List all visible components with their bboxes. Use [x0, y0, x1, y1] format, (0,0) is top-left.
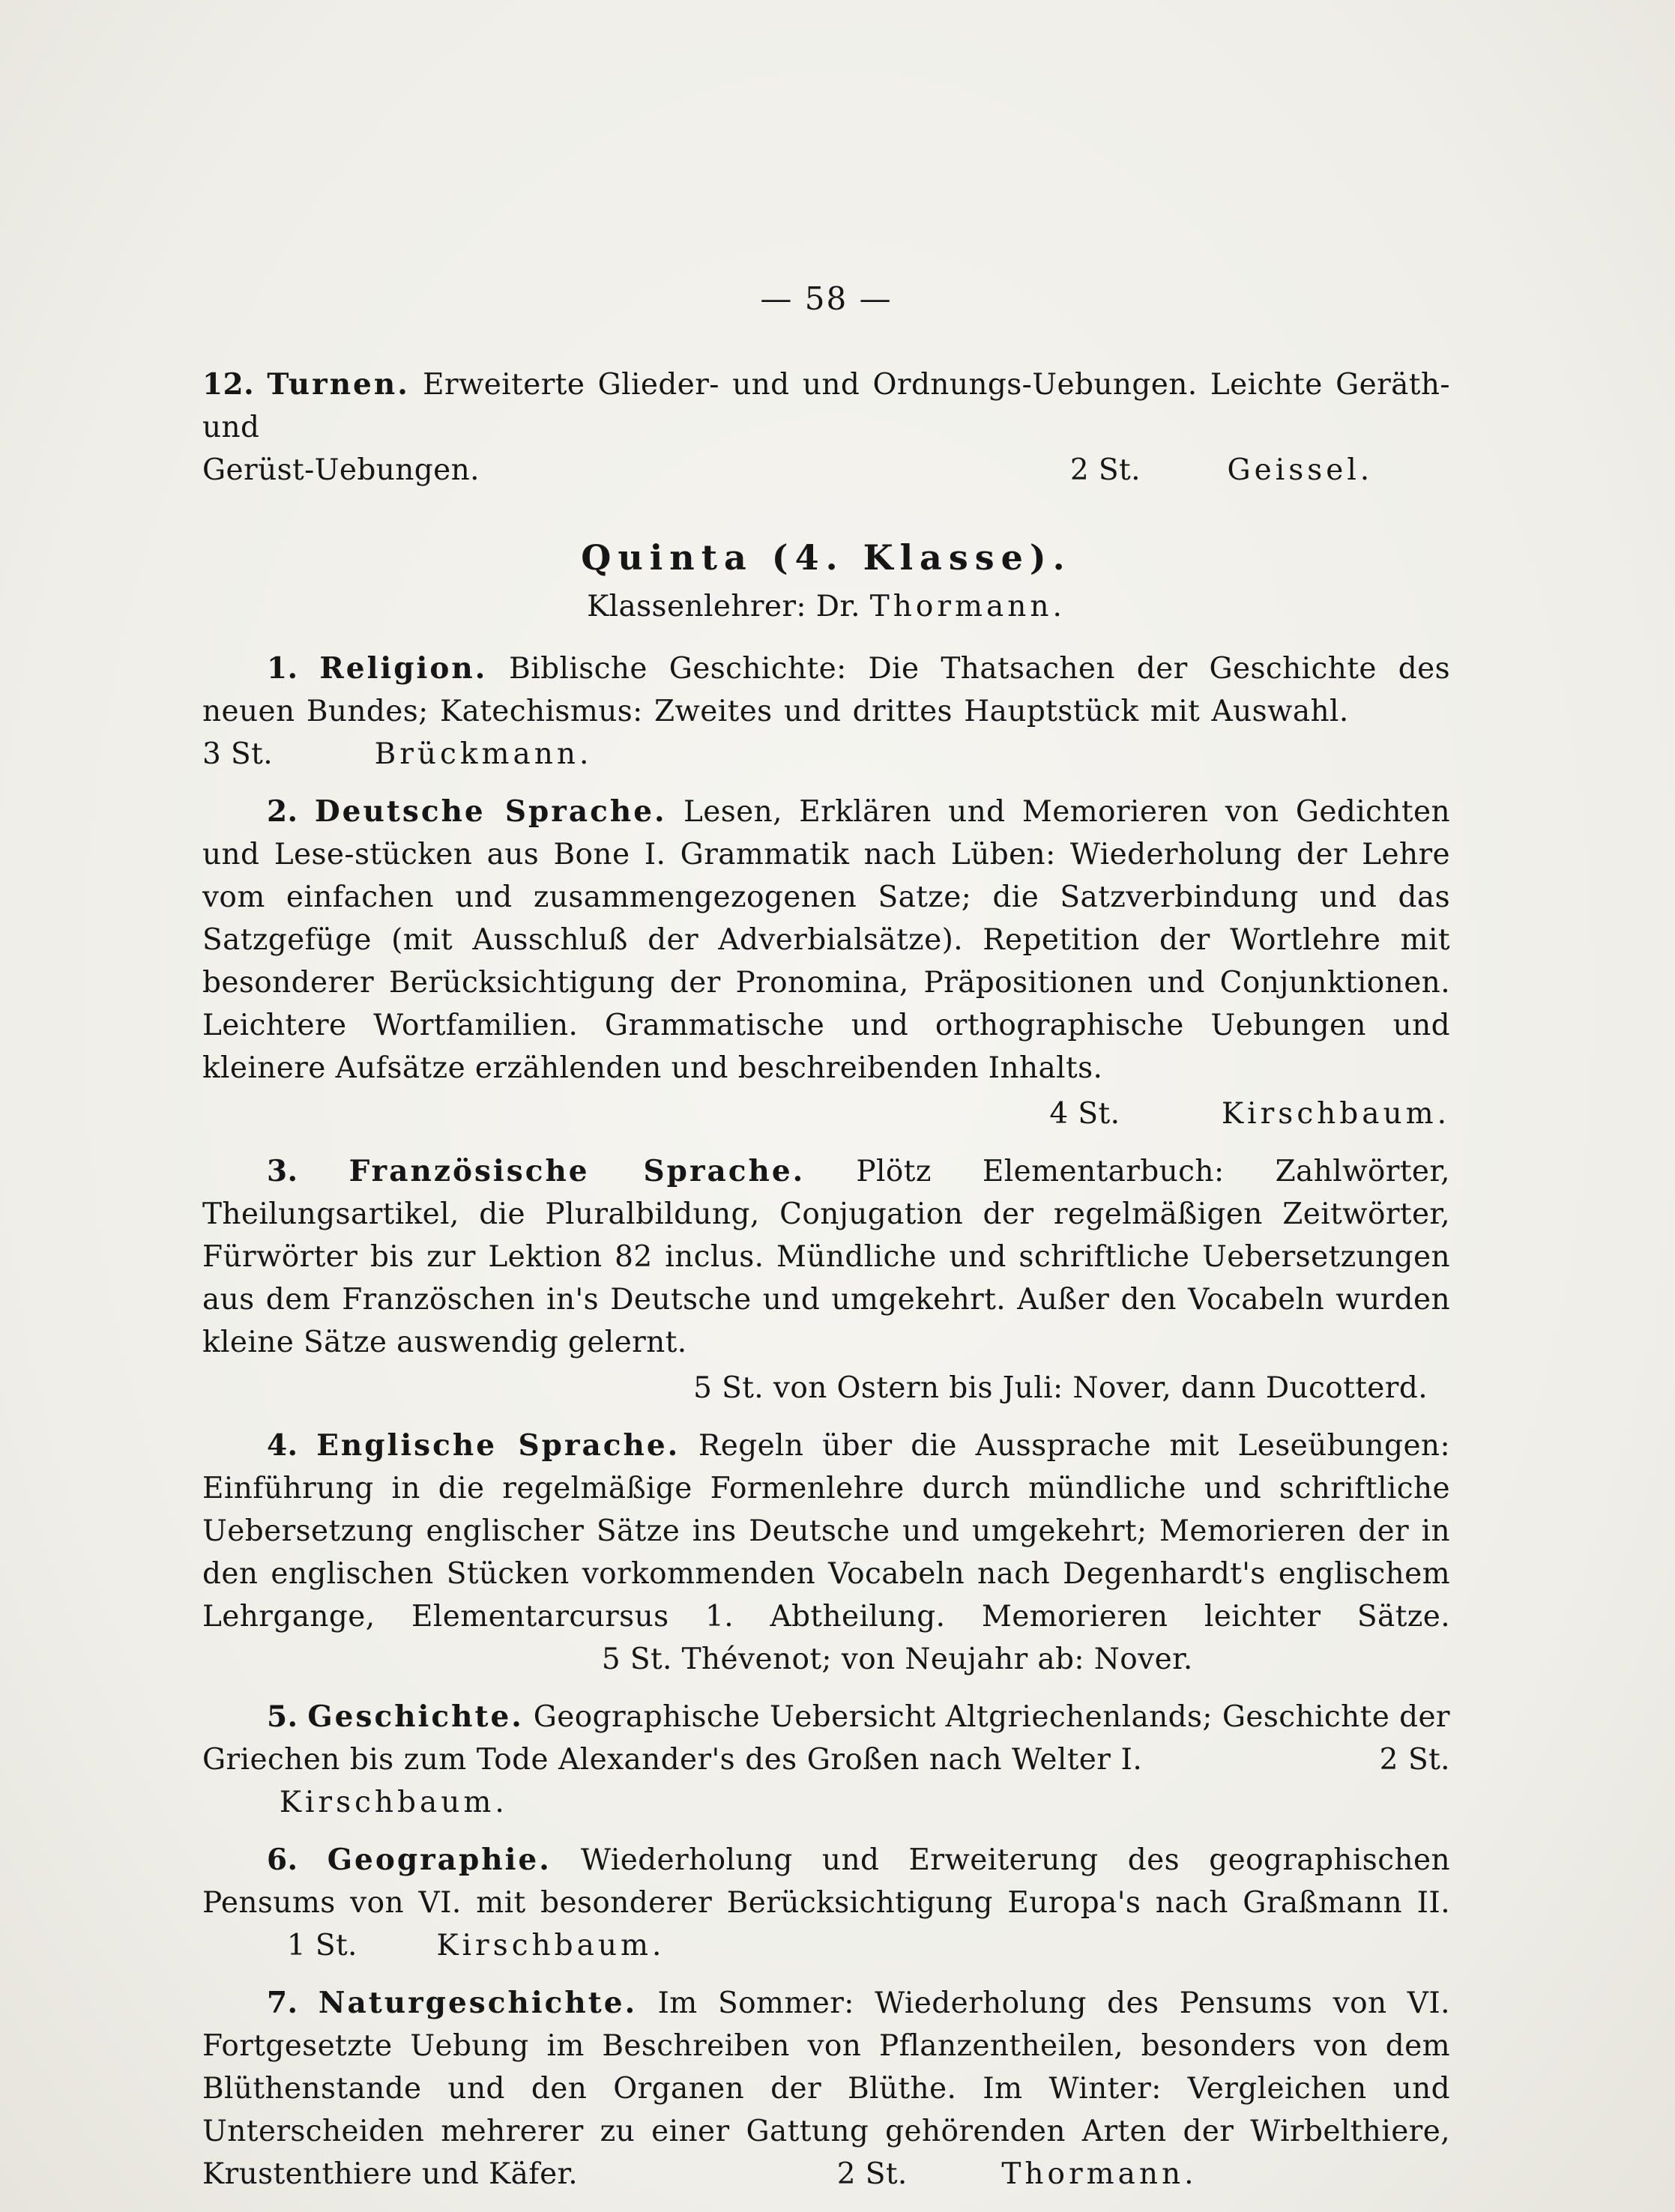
subject-text-continued: Gerüst-Uebungen. — [202, 453, 480, 487]
subject-title: Turnen. — [267, 367, 410, 402]
subject-deutsche-sprache — [202, 791, 1450, 1090]
subject-text: Regeln über die Aussprache mit Leseübungen: Einführung in die regelmäßige Formenlehre durch mündliche und schriftliche Uebersetzung englischer Sätze ins Deutsche und umgekehrt; Memorieren der in den englischen Stücken vorkommenden Vocabeln nach Degenhardt's englischem Lehrgange, Elementarcursus 1. Abtheilung. Memorieren leichter Sätze. — [202, 1429, 1450, 1634]
subject-hours: 4 St. — [1049, 1097, 1120, 1131]
subject-text: Erweiterte Glieder- und und Ordnungs-Uebungen. Leichte Geräth- und — [202, 368, 1450, 444]
subject-text: Biblische Geschichte: Die Thatsachen der Geschichte des neuen Bundes; Katechismus: Zweites und drittes Hauptstück mit Auswahl. — [202, 652, 1450, 728]
class-teacher-label: Klassenlehrer: Dr. — [587, 590, 860, 623]
subject-title: Englische Sprache. — [316, 1428, 680, 1463]
subject-number: 3. — [267, 1154, 298, 1188]
subject-hours: 3 St. — [202, 737, 273, 771]
subject-teacher: Geissel. — [1227, 453, 1374, 487]
subject-title: Religion. — [319, 651, 488, 686]
class-teacher — [202, 585, 1450, 628]
subject-religion — [202, 647, 1450, 776]
subject-title: Deutsche Sprache. — [314, 794, 667, 829]
page-number: — 58 — — [760, 280, 893, 317]
subject-number: 2. — [267, 794, 298, 829]
document-page — [202, 277, 1450, 2211]
subject-naturgeschichte — [202, 1982, 1450, 2196]
subject-title: Naturgeschichte. — [318, 1986, 638, 2020]
subject-text: Lesen, Erklären und Memorieren von Gedichten und Lese-stücken aus Bone I. Grammatik nach Lüben: Wiederholung der Lehre vom einfachen und zusammengezogenen Satze; die Satzverbindung und das Satzgefüge (mit Ausschluß der Adverbialsätze). Repetition der Wortlehre mit besonderer Berücksichtigung der Pronomina, Präpositionen und Conjunktionen. Leichtere Wortfamilien. Grammatische und orthographische Uebungen und kleinere Aufsätze erzählenden und beschreibenden Inhalts. — [202, 795, 1450, 1085]
subject-teacher: Brückmann. — [374, 737, 593, 771]
subject-turnen — [202, 363, 1450, 492]
subject-number: 6. — [267, 1843, 298, 1877]
subject-hours: 2 St. — [836, 2157, 908, 2191]
subject-number: 5. — [267, 1699, 298, 1734]
subject-title: Geographie. — [327, 1843, 552, 1877]
subject-franzoesische-sprache — [202, 1150, 1450, 1364]
subject-signoff — [1070, 449, 1450, 492]
subject-geographie — [202, 1839, 1450, 1967]
class-teacher-name: Thormann. — [869, 590, 1066, 623]
subject-text: Im Sommer: Wiederholung des Pensums von VI. Fortgesetzte Uebung im Beschreiben von Pflanzentheilen, besonders von dem Blüthenstande und den Organen der Blüthe. Im Winter: Vergleichen und Unterscheiden mehrerer zu einer Gattung gehörenden Arten der Wirbelthiere, Krustenthiere und Käfer. — [202, 1986, 1450, 2191]
subject-teacher: Kirschbaum. — [436, 1929, 666, 1962]
subject-hours: 1 St. — [286, 1929, 357, 1962]
subject-teacher: Thévenot; von Neujahr ab: Nover. — [681, 1643, 1193, 1676]
subject-number: 4. — [267, 1428, 298, 1463]
subject-signoff — [202, 1367, 1450, 1409]
subject-hours: 5 St. — [601, 1643, 672, 1676]
subject-text: Wiederholung und Erweiterung des geographischen Pensums von VI. mit besonderer Berücksichtigung Europa's nach Graßmann II. — [202, 1843, 1450, 1920]
subject-teacher: Kirschbaum. — [1222, 1097, 1450, 1131]
subject-number: 7. — [267, 1986, 298, 2020]
subject-title: Französische Sprache. — [348, 1154, 806, 1188]
subject-text: Plötz Elementarbuch: Zahlwörter, Theilungsartikel, die Pluralbildung, Conjugation der regelmäßigen Zeitwörter, Fürwörter bis zur Lektion 82 inclus. Mündliche und schriftliche Uebersetzungen aus dem Französchen in's Deutsche und umgekehrt. Außer den Vocabeln wurden kleine Sätze auswendig gelernt. — [202, 1155, 1450, 1359]
subject-hours: 2 St. — [1379, 1743, 1450, 1777]
subject-geschichte — [202, 1696, 1450, 1824]
subject-number: 1. — [267, 651, 298, 686]
subject-teacher: Kirschbaum. — [279, 1786, 508, 1819]
subject-teacher: Thormann. — [1001, 2157, 1198, 2191]
subject-hours: 5 St. — [693, 1371, 764, 1405]
subject-signoff — [202, 1093, 1450, 1135]
subject-teacher: von Ostern bis Juli: Nover, dann Ducotterd. — [773, 1371, 1428, 1405]
subject-number: 12. — [202, 367, 255, 402]
subject-title: Geschichte. — [307, 1699, 524, 1734]
subject-text: Geographische Uebersicht Altgriechenlands; Geschichte der Griechen bis zum Tode Alexander's des Großen nach Welter I. — [202, 1700, 1450, 1777]
subject-englische-sprache — [202, 1424, 1450, 1681]
subject-hours: 2 St. — [1069, 453, 1141, 487]
section-title: Quinta (4. Klasse). — [581, 537, 1072, 578]
